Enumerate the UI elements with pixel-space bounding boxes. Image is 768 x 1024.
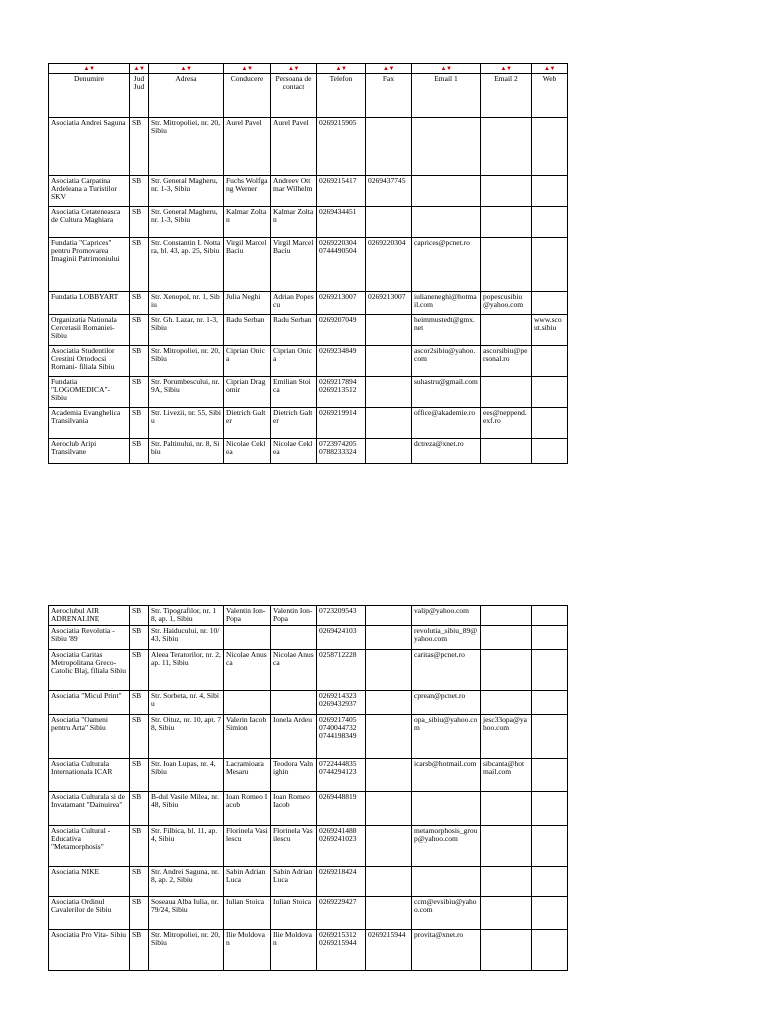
cell-fax[interactable] (366, 408, 412, 439)
cell-telefon[interactable]: 0269220304 0744490504 (317, 238, 366, 292)
cell-adresa[interactable]: Str. Sorbeta, nr. 4, Sibiu (149, 691, 224, 715)
cell-fax[interactable] (366, 759, 412, 792)
cell-denumire[interactable]: Fundatia "LOGOMEDICA"- Sibiu (49, 377, 130, 408)
cell-web[interactable] (532, 377, 568, 408)
cell-web[interactable] (532, 867, 568, 897)
cell-persoana[interactable]: Sabin Adrian Luca (271, 867, 317, 897)
table-row (49, 207, 568, 238)
cell-conducere[interactable]: Kalmar Zoltan (224, 207, 271, 238)
cell-denumire[interactable]: Asociatia Studentilor Crestini Ortodocsi Romani- filiala Sibiu (49, 346, 130, 377)
cell-email1[interactable] (412, 207, 481, 238)
cell-denumire[interactable]: Fundatia LOBBYART (49, 292, 130, 315)
filter-dropdown-conducere[interactable]: ▲▼ (224, 64, 271, 74)
cell-persoana[interactable]: Aurel Pavel (271, 118, 317, 176)
cell-email2[interactable] (481, 650, 532, 691)
cell-email2[interactable] (481, 207, 532, 238)
cell-conducere[interactable]: Iulian Stoica (224, 897, 271, 930)
cell-email1[interactable] (412, 867, 481, 897)
cell-denumire[interactable]: Aeroclub Aripi Transilvane (49, 439, 130, 464)
cell-email2[interactable] (481, 930, 532, 971)
cell-web[interactable] (532, 826, 568, 867)
cell-adresa[interactable]: Str. Oituz, nr. 10, apt. 78, Sibiu (149, 715, 224, 759)
header-cell: Jud Jud (130, 74, 149, 118)
cell-jud[interactable]: SB (130, 650, 149, 691)
table-row (49, 930, 568, 971)
cell-email1[interactable]: office@akademie.ro (412, 408, 481, 439)
table-row (49, 897, 568, 930)
filter-dropdown-telefon[interactable]: ▲▼ (317, 64, 366, 74)
cell-denumire[interactable]: Asociatia Cetateneasca de Cultura Maghiara (49, 207, 130, 238)
cell-email2[interactable]: ees@neppend.exf.ro (481, 408, 532, 439)
header-cell: Conducere (224, 74, 271, 118)
filter-dropdown-adresa[interactable]: ▲▼ (149, 64, 224, 74)
cell-conducere[interactable]: Florinela Vasilescu (224, 826, 271, 867)
cell-denumire[interactable]: Asociatia Culturala Internationala ICAR (49, 759, 130, 792)
cell-jud[interactable]: SB (130, 238, 149, 292)
cell-persoana[interactable]: Florinela Vasilescu (271, 826, 317, 867)
cell-denumire[interactable]: Asociatia Andrei Saguna (49, 118, 130, 176)
cell-telefon[interactable]: 0269217894 0269213512 (317, 377, 366, 408)
cell-fax[interactable]: 0269213007 (366, 292, 412, 315)
header-cell: Fax (366, 74, 412, 118)
cell-persoana[interactable]: Virgil Marcel Baciu (271, 238, 317, 292)
cell-email2[interactable]: sibcanta@hotmail.com (481, 759, 532, 792)
cell-telefon[interactable]: 0269213007 (317, 292, 366, 315)
cell-adresa[interactable]: B-dul Vasile Milea, nr. 48, Sibiu (149, 792, 224, 826)
cell-jud[interactable]: SB (130, 176, 149, 207)
cell-fax[interactable] (366, 606, 412, 626)
table-row (49, 826, 568, 867)
cell-persoana[interactable]: Andreev Ottmar Wilhelm (271, 176, 317, 207)
cell-adresa[interactable]: Str. Constantin I. Nottara, bl. 43, ap. 25, Sibiu (149, 238, 224, 292)
cell-adresa[interactable]: Str. General Magheru, nr. 1-3, Sibiu (149, 176, 224, 207)
cell-email1[interactable]: provita@xnet.ro (412, 930, 481, 971)
cell-fax[interactable] (366, 118, 412, 176)
cell-jud[interactable]: SB (130, 897, 149, 930)
cell-fax[interactable] (366, 867, 412, 897)
cell-telefon[interactable]: 0269215417 (317, 176, 366, 207)
cell-telefon[interactable]: 0269214323 0269432937 (317, 691, 366, 715)
cell-web[interactable] (532, 650, 568, 691)
cell-persoana[interactable]: Radu Serban (271, 315, 317, 346)
cell-persoana[interactable]: Ilie Moldovan (271, 930, 317, 971)
cell-web[interactable] (532, 292, 568, 315)
cell-jud[interactable]: SB (130, 715, 149, 759)
cell-telefon[interactable]: 0269434451 (317, 207, 366, 238)
cell-adresa[interactable]: Str. General Magheru, nr. 1-3, Sibiu (149, 207, 224, 238)
cell-adresa[interactable]: Str. Gh. Lazar, nr. 1-3, Sibiu (149, 315, 224, 346)
cell-jud[interactable]: SB (130, 867, 149, 897)
cell-fax[interactable] (366, 897, 412, 930)
cell-web[interactable] (532, 408, 568, 439)
filter-dropdown-jud[interactable]: ▲▼ (130, 64, 149, 74)
cell-persoana[interactable]: Dietrich Galter (271, 408, 317, 439)
ngo-table-1 (48, 63, 568, 464)
cell-email2[interactable] (481, 315, 532, 346)
cell-jud[interactable]: SB (130, 377, 149, 408)
cell-persoana[interactable] (271, 691, 317, 715)
table-row (49, 176, 568, 207)
table-row (49, 439, 568, 464)
cell-persoana[interactable]: Nicolae Anusca (271, 650, 317, 691)
cell-fax[interactable] (366, 346, 412, 377)
table-row (49, 377, 568, 408)
cell-jud[interactable]: SB (130, 207, 149, 238)
cell-email1[interactable]: dctreza@xnet.ro (412, 439, 481, 464)
cell-adresa[interactable]: Str. Filbica, bl. 11, ap. 4, Sibiu (149, 826, 224, 867)
cell-web[interactable] (532, 606, 568, 626)
cell-fax[interactable] (366, 650, 412, 691)
cell-email1[interactable] (412, 792, 481, 826)
cell-denumire[interactable]: Asociatia Pro Vita- Sibiu (49, 930, 130, 971)
cell-conducere[interactable]: Virgil Marcel Baciu (224, 238, 271, 292)
cell-email2[interactable] (481, 439, 532, 464)
cell-email2[interactable] (481, 626, 532, 650)
table-row (49, 715, 568, 759)
cell-email2[interactable]: jesc33opa@yahoo.com (481, 715, 532, 759)
cell-denumire[interactable]: Aeroclubul AIR ADRENALINE (49, 606, 130, 626)
cell-email1[interactable]: heimmustedt@gmx.net (412, 315, 481, 346)
table-row (49, 238, 568, 292)
cell-fax[interactable]: 0269437745 (366, 176, 412, 207)
table-row (49, 408, 568, 439)
cell-web[interactable] (532, 715, 568, 759)
cell-persoana[interactable]: Valentin Ion- Popa (271, 606, 317, 626)
cell-email1[interactable]: ccm@evsibiu@yahoo.com (412, 897, 481, 930)
cell-conducere[interactable]: Valentin Ion- Popa (224, 606, 271, 626)
cell-denumire[interactable]: Asociatia Culturala si de Invatamant "Dainuirea" (49, 792, 130, 826)
cell-denumire[interactable]: Academia Evanghelica Transilvania (49, 408, 130, 439)
cell-web[interactable] (532, 176, 568, 207)
cell-email2[interactable]: popescusibiu@yahoo.com (481, 292, 532, 315)
cell-web[interactable] (532, 238, 568, 292)
cell-fax[interactable] (366, 826, 412, 867)
cell-conducere[interactable]: Ioan Romeo Iacob (224, 792, 271, 826)
cell-conducere[interactable]: Julia Neghi (224, 292, 271, 315)
cell-conducere[interactable]: Ciprian Dragomir (224, 377, 271, 408)
cell-fax[interactable] (366, 626, 412, 650)
cell-denumire[interactable]: Asociatia "Micul Print" (49, 691, 130, 715)
cell-telefon[interactable]: 0269215905 (317, 118, 366, 176)
cell-telefon[interactable]: 0269217405 0740044732 0744198349 (317, 715, 366, 759)
cell-telefon[interactable]: 0723974205 0788233324 (317, 439, 366, 464)
cell-persoana[interactable]: Adrian Popescu (271, 292, 317, 315)
cell-telefon[interactable]: 0269424103 (317, 626, 366, 650)
cell-email2[interactable] (481, 826, 532, 867)
cell-conducere[interactable]: Lacramioara Mesaru (224, 759, 271, 792)
cell-persoana[interactable]: Iulian Stoica (271, 897, 317, 930)
cell-adresa[interactable]: Aleea Teratorilor, nr. 2, ap. 11, Sibiu (149, 650, 224, 691)
cell-persoana[interactable]: Emilian Stoica (271, 377, 317, 408)
table-row (49, 606, 568, 626)
cell-conducere[interactable]: Sabin Adrian Luca (224, 867, 271, 897)
cell-denumire[interactable]: Asociatia Carpatina Ardeleana a Turistilor SKV (49, 176, 130, 207)
header-row (49, 74, 568, 118)
cell-adresa[interactable]: Str. Andrei Saguna, nr. 8, ap. 2, Sibiu (149, 867, 224, 897)
cell-web[interactable] (532, 930, 568, 971)
cell-persoana[interactable]: Kalmar Zoltan (271, 207, 317, 238)
cell-email2[interactable] (481, 897, 532, 930)
cell-jud[interactable]: SB (130, 691, 149, 715)
cell-telefon[interactable]: 0722444835 0744294123 (317, 759, 366, 792)
table-row (49, 792, 568, 826)
table-row (49, 346, 568, 377)
header-cell: Email 2 (481, 74, 532, 118)
cell-fax[interactable] (366, 715, 412, 759)
cell-telefon[interactable]: 0269219914 (317, 408, 366, 439)
cell-web[interactable]: www.scout.sibiu (532, 315, 568, 346)
filter-row (49, 64, 568, 74)
filter-dropdown-fax[interactable]: ▲▼ (366, 64, 412, 74)
ngo-table-2 (48, 605, 568, 971)
table-row (49, 759, 568, 792)
cell-fax[interactable]: 0269215944 (366, 930, 412, 971)
cell-email2[interactable]: ascorsibiu@personal.ro (481, 346, 532, 377)
cell-denumire[interactable]: Asociatia "Oameni pentru Arta" Sibiu (49, 715, 130, 759)
cell-conducere[interactable] (224, 626, 271, 650)
cell-email1[interactable]: icarsb@hotmail.com (412, 759, 481, 792)
cell-email2[interactable] (481, 176, 532, 207)
cell-conducere[interactable]: Fuchs Wolfgang Werner (224, 176, 271, 207)
cell-conducere[interactable]: Nicolae Ceklea (224, 439, 271, 464)
cell-adresa[interactable]: Str. Paltinului, nr. 8, Sibiu (149, 439, 224, 464)
cell-web[interactable] (532, 207, 568, 238)
cell-jud[interactable]: SB (130, 292, 149, 315)
cell-denumire[interactable]: Asociatia Ordinul Cavalerilor de Sibiu (49, 897, 130, 930)
cell-telefon[interactable]: 0269241488 0269241023 (317, 826, 366, 867)
cell-conducere[interactable]: Aurel Pavel (224, 118, 271, 176)
cell-email1[interactable]: suhastru@gmail.com (412, 377, 481, 408)
filter-dropdown-persoana[interactable]: ▲▼ (271, 64, 317, 74)
header-cell: Telefon (317, 74, 366, 118)
header-cell: Email 1 (412, 74, 481, 118)
cell-email2[interactable] (481, 691, 532, 715)
cell-jud[interactable]: SB (130, 315, 149, 346)
table-row (49, 691, 568, 715)
cell-persoana[interactable] (271, 626, 317, 650)
cell-persoana[interactable]: Ionela Ardeu (271, 715, 317, 759)
cell-email2[interactable] (481, 606, 532, 626)
cell-denumire[interactable]: Asociatia Cultural - Educativa "Metamorphosis" (49, 826, 130, 867)
cell-conducere[interactable]: Valerin Iacob Simion (224, 715, 271, 759)
cell-email2[interactable] (481, 792, 532, 826)
cell-web[interactable] (532, 691, 568, 715)
cell-adresa[interactable]: Str. Mitropoliei, nr. 20, Sibiu (149, 930, 224, 971)
cell-telefon[interactable]: 0269234849 (317, 346, 366, 377)
cell-email1[interactable] (412, 176, 481, 207)
cell-adresa[interactable]: Str. Xenopol, nr. 1, Sibiu (149, 292, 224, 315)
header-cell: Persoana de contact (271, 74, 317, 118)
cell-web[interactable] (532, 439, 568, 464)
cell-web[interactable] (532, 626, 568, 650)
cell-adresa[interactable]: Str. Mitropoliei, nr. 20, Sibiu (149, 118, 224, 176)
cell-adresa[interactable]: Str. Mitropoliei, nr. 20, Sibiu (149, 346, 224, 377)
cell-email1[interactable]: caritas@pcnet.ro (412, 650, 481, 691)
cell-email1[interactable]: caprices@pcnet.ro (412, 238, 481, 292)
cell-adresa[interactable]: Str. Tipografilor, nr. 18, ap. 1, Sibiu (149, 606, 224, 626)
cell-jud[interactable]: SB (130, 408, 149, 439)
cell-conducere[interactable]: Nicolae Anusca (224, 650, 271, 691)
cell-jud[interactable]: SB (130, 346, 149, 377)
cell-denumire[interactable]: Asociatia NIKE (49, 867, 130, 897)
cell-jud[interactable]: SB (130, 439, 149, 464)
cell-jud[interactable]: SB (130, 930, 149, 971)
cell-conducere[interactable]: Ilie Moldovan (224, 930, 271, 971)
cell-web[interactable] (532, 759, 568, 792)
cell-conducere[interactable]: Ciprian Onica (224, 346, 271, 377)
cell-telefon[interactable]: 0269448819 (317, 792, 366, 826)
cell-email1[interactable]: ascor2sibiu@yahoo.com (412, 346, 481, 377)
cell-fax[interactable] (366, 792, 412, 826)
cell-jud[interactable]: SB (130, 118, 149, 176)
cell-web[interactable] (532, 897, 568, 930)
cell-jud[interactable]: SB (130, 826, 149, 867)
cell-email2[interactable] (481, 867, 532, 897)
cell-conducere[interactable]: Radu Serban (224, 315, 271, 346)
filter-dropdown-email2[interactable]: ▲▼ (481, 64, 532, 74)
table-row (49, 315, 568, 346)
cell-adresa[interactable]: Str. Porumbescului, nr. 9A, Sibiu (149, 377, 224, 408)
cell-email1[interactable]: metamorphosis_group@yahoo.com (412, 826, 481, 867)
table-row (49, 626, 568, 650)
cell-jud[interactable]: SB (130, 606, 149, 626)
cell-email1[interactable]: revolutia_sibiu_89@yahoo.com (412, 626, 481, 650)
cell-email2[interactable] (481, 238, 532, 292)
cell-telefon[interactable]: 0258712228 (317, 650, 366, 691)
table-row (49, 650, 568, 691)
cell-adresa[interactable]: Str. Livezii, nr. 55, Sibiu (149, 408, 224, 439)
cell-email2[interactable] (481, 118, 532, 176)
cell-persoana[interactable]: Teodora Valnighin (271, 759, 317, 792)
cell-telefon[interactable]: 0269215312 0269215944 (317, 930, 366, 971)
cell-fax[interactable]: 0269220304 (366, 238, 412, 292)
cell-denumire[interactable]: Organizatia Nationala Cercetasii Romaniei- Sibiu (49, 315, 130, 346)
cell-telefon[interactable]: 0723209543 (317, 606, 366, 626)
table-row (49, 867, 568, 897)
cell-telefon[interactable]: 0269229427 (317, 897, 366, 930)
cell-jud[interactable]: SB (130, 626, 149, 650)
table-row (49, 292, 568, 315)
cell-adresa[interactable]: Str. Haiducului, nr. 10/43, Sibiu (149, 626, 224, 650)
cell-persoana[interactable]: Ciprian Onica (271, 346, 317, 377)
cell-telefon[interactable]: 0269207049 (317, 315, 366, 346)
cell-denumire[interactable]: Asociatia Caritas Metropolitana Greco- Catolic Blaj, filiala Sibiu (49, 650, 130, 691)
cell-persoana[interactable]: Nicolae Ceklea (271, 439, 317, 464)
header-cell: Web (532, 74, 568, 118)
cell-conducere[interactable] (224, 691, 271, 715)
cell-web[interactable] (532, 792, 568, 826)
cell-conducere[interactable]: Dietrich Galter (224, 408, 271, 439)
cell-adresa[interactable]: Str. Ioan Lupas, nr. 4, Sibiu (149, 759, 224, 792)
cell-denumire[interactable]: Asociatia Revolutia - Sibiu '89 (49, 626, 130, 650)
cell-telefon[interactable]: 0269218424 (317, 867, 366, 897)
cell-adresa[interactable]: Soseaua Alba Iulia, nr. 79/24, Sibiu (149, 897, 224, 930)
cell-email1[interactable]: cprean@pcnet.ro (412, 691, 481, 715)
cell-email1[interactable] (412, 118, 481, 176)
cell-email1[interactable]: opa_sibiu@yahoo.com (412, 715, 481, 759)
cell-web[interactable] (532, 118, 568, 176)
cell-fax[interactable] (366, 691, 412, 715)
cell-email1[interactable]: valip@yahoo.com (412, 606, 481, 626)
cell-email1[interactable]: iulianeneghi@hotmail.com (412, 292, 481, 315)
header-cell: Adresa (149, 74, 224, 118)
cell-jud[interactable]: SB (130, 792, 149, 826)
cell-denumire[interactable]: Fundatia "Caprices" pentru Promovarea Imaginii Patrimoniului (49, 238, 130, 292)
cell-fax[interactable] (366, 439, 412, 464)
table-row (49, 118, 568, 176)
cell-web[interactable] (532, 346, 568, 377)
cell-email2[interactable] (481, 377, 532, 408)
cell-jud[interactable]: SB (130, 759, 149, 792)
filter-dropdown-email1[interactable]: ▲▼ (412, 64, 481, 74)
filter-dropdown-web[interactable]: ▲▼ (532, 64, 568, 74)
cell-fax[interactable] (366, 207, 412, 238)
cell-fax[interactable] (366, 377, 412, 408)
cell-persoana[interactable]: Ioan Romeo Iacob (271, 792, 317, 826)
header-cell: Denumire (49, 74, 130, 118)
cell-fax[interactable] (366, 315, 412, 346)
filter-dropdown-denumire[interactable]: ▲▼ (49, 64, 130, 74)
